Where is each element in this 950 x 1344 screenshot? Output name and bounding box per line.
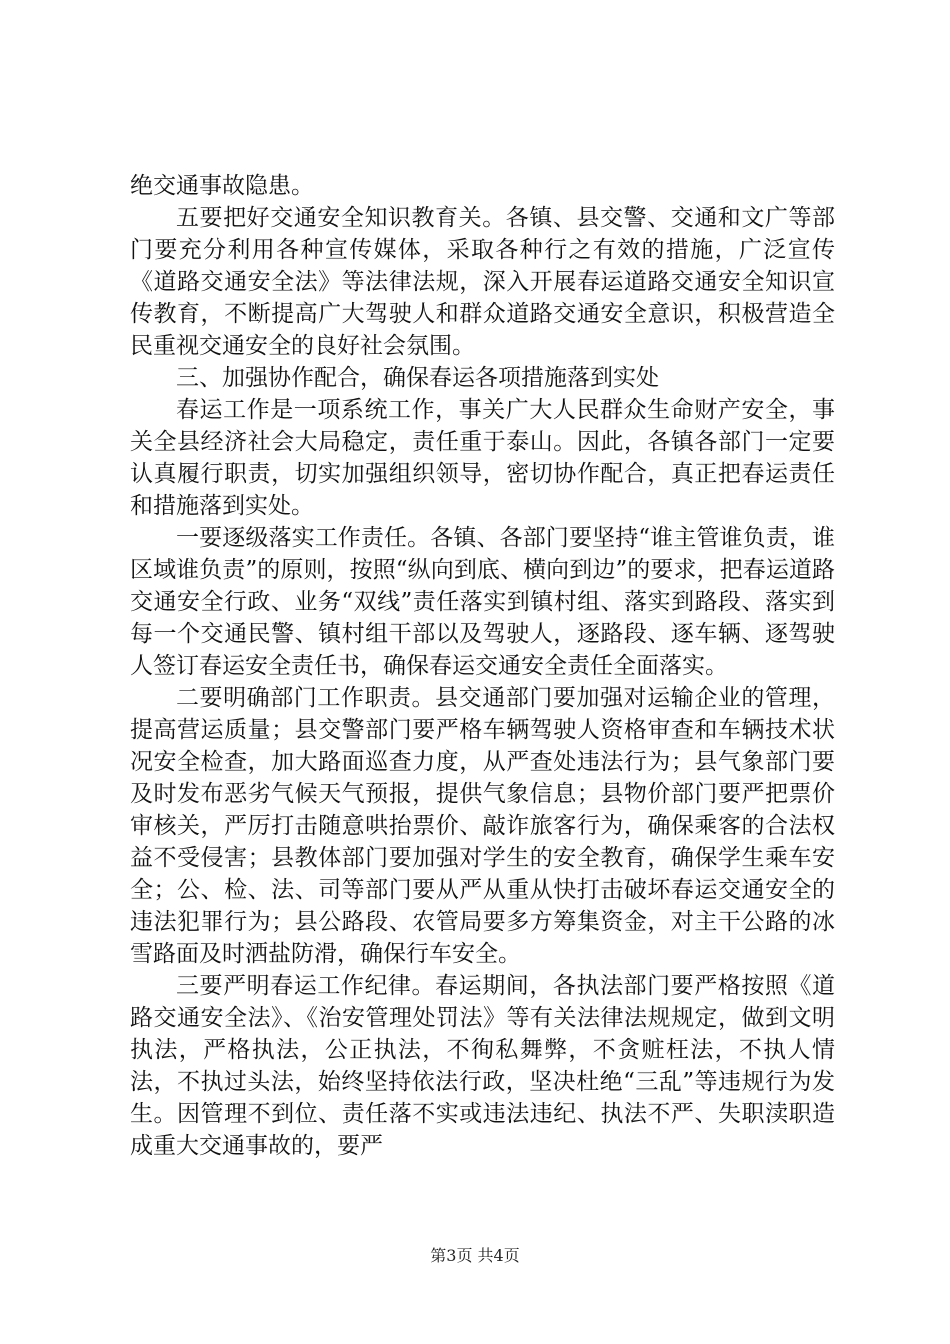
paragraph-5: 二要明确部门工作职责。县交通部门要加强对运输企业的管理，提高营运质量；县交警部门要严格车辆驾驶人资格审查和车辆技术状况安全检查，加大路面巡查力度，从严查处违法行为；县气象部门要及时发布恶劣气候天气预报，提供气象信息；县物价部门要严把票价审核关，严厉打击随意哄抬票价、敲诈旅客行为，确保乘客的合法权益不受侵害；县教体部门要加强对学生的安全教育，确保学生乘车安全；公、检、法、司等部门要从严从重从快打击破坏春运交通安全的违法犯罪行为；县公路段、农管局要多方筹集资金，对主干公路的冰雪路面及时洒盐防滑，确保行车安全。: [130, 685, 835, 967]
page-footer: 第3页 共4页: [430, 1246, 520, 1265]
section-heading: 三、加强协作配合，确保春运各项措施落到实处: [176, 365, 659, 391]
paragraph-6: 三要严明春运工作纪律。春运期间，各执法部门要严格按照《道路交通安全法》、《治安管理处罚法》等有关法律法规规定，做到文明执法，严格执法，公正执法，不徇私舞弊，不贪赃枉法，不执人情法，不执过头法，始终坚持依法行政，坚决杜绝“三乱”等违规行为发生。因管理不到位、责任落不实或违法违纪、执法不严、失职渎职造成重大交通事故的，要严: [130, 973, 835, 1159]
paragraph-1: 五要把好交通安全知识教育关。各镇、县交警、交通和文广等部门要充分利用各种宣传媒体，采取各种行之有效的措施，广泛宣传《道路交通安全法》等法律法规，深入开展春运道路交通安全知识宣传教育，不断提高广大驾驶人和群众道路交通安全意识，积极营造全民重视交通安全的良好社会氛围。: [130, 205, 835, 359]
paragraph-0: 绝交通事故隐患。: [130, 173, 314, 199]
document-body: [130, 170, 835, 1162]
paragraph-4: 一要逐级落实工作责任。各镇、各部门要坚持“谁主管谁负责，谁区域谁负责”的原则，按照“纵向到底、横向到边”的要求，把春运道路交通安全行政、业务“双线”责任落实到镇村组、落实到路段、落实到每一个交通民警、镇村组干部以及驾驶人，逐路段、逐车辆、逐驾驶人签订春运安全责任书，确保春运交通安全责任全面落实。: [130, 525, 835, 679]
paragraph-3: 春运工作是一项系统工作，事关广大人民群众生命财产安全，事关全县经济社会大局稳定，责任重于泰山。因此，各镇各部门一定要认真履行职责，切实加强组织领导，密切协作配合，真正把春运责任和措施落到实处。: [130, 397, 835, 519]
